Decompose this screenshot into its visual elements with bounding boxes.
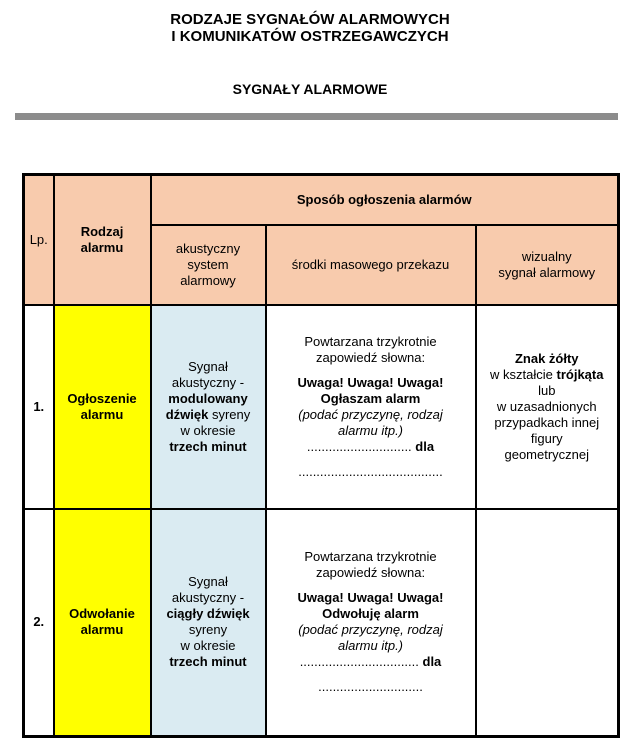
row-2-visual-signal-cell [476, 509, 619, 737]
header-cell-srodki-przekazu: środki masowego przekazu [266, 225, 476, 305]
row-2-broadcast-cell: Powtarzana trzykrotnie zapowiedź słowna: Uwaga! Uwaga! Uwaga! Odwołuję alarm (podać przyczynę, rodzaj alarmu itp.) ................................. dla ............................. [266, 509, 476, 737]
row-1-visual-signal-cell: Znak żółty w kształcie trójkąta lub w uzasadnionych przypadkach innej figury geometrycznej [476, 305, 619, 509]
section-divider [15, 113, 618, 120]
row-2-acoustic-signal-cell: Sygnał akustyczny - ciągły dźwięk syreny w okresie trzech minut [151, 509, 266, 737]
row-2-number-cell: 2. [24, 509, 54, 737]
table-row-2 [24, 509, 619, 737]
document-subtitle: SYGNAŁY ALARMOWE [232, 81, 388, 97]
title-line-1: RODZAJE SYGNAŁÓW ALARMOWYCH [170, 11, 450, 28]
alarm-signals-table [22, 173, 620, 738]
row-1-alarm-type-cell: Ogłoszenie alarmu [54, 305, 151, 509]
header-cell-sposob-ogloszenia: Sposób ogłoszenia alarmów [151, 175, 619, 225]
table-row-1 [24, 305, 619, 509]
row-2-alarm-type-cell: Odwołanie alarmu [54, 509, 151, 737]
header-cell-lp: Lp. [24, 175, 54, 305]
page-title [0, 11, 620, 45]
row-1-broadcast-cell: Powtarzana trzykrotnie zapowiedź słowna: Uwaga! Uwaga! Uwaga! Ogłaszam alarm (podać przyczynę, rodzaj alarmu itp.) ............................. dla ........................................ [266, 305, 476, 509]
row-1-acoustic-signal-cell: Sygnał akustyczny - modulowany dźwięk syreny w okresie trzech minut [151, 305, 266, 509]
header-row-top [24, 175, 619, 225]
header-cell-wizualny-sygnal: wizualny sygnał alarmowy [476, 225, 619, 305]
header-cell-akustyczny-system: akustyczny system alarmowy [151, 225, 266, 305]
title-line-2: I KOMUNIKATÓW OSTRZEGAWCZYCH [171, 28, 449, 45]
header-cell-rodzaj-alarmu: Rodzaj alarmu [54, 175, 151, 305]
row-1-number-cell: 1. [24, 305, 54, 509]
